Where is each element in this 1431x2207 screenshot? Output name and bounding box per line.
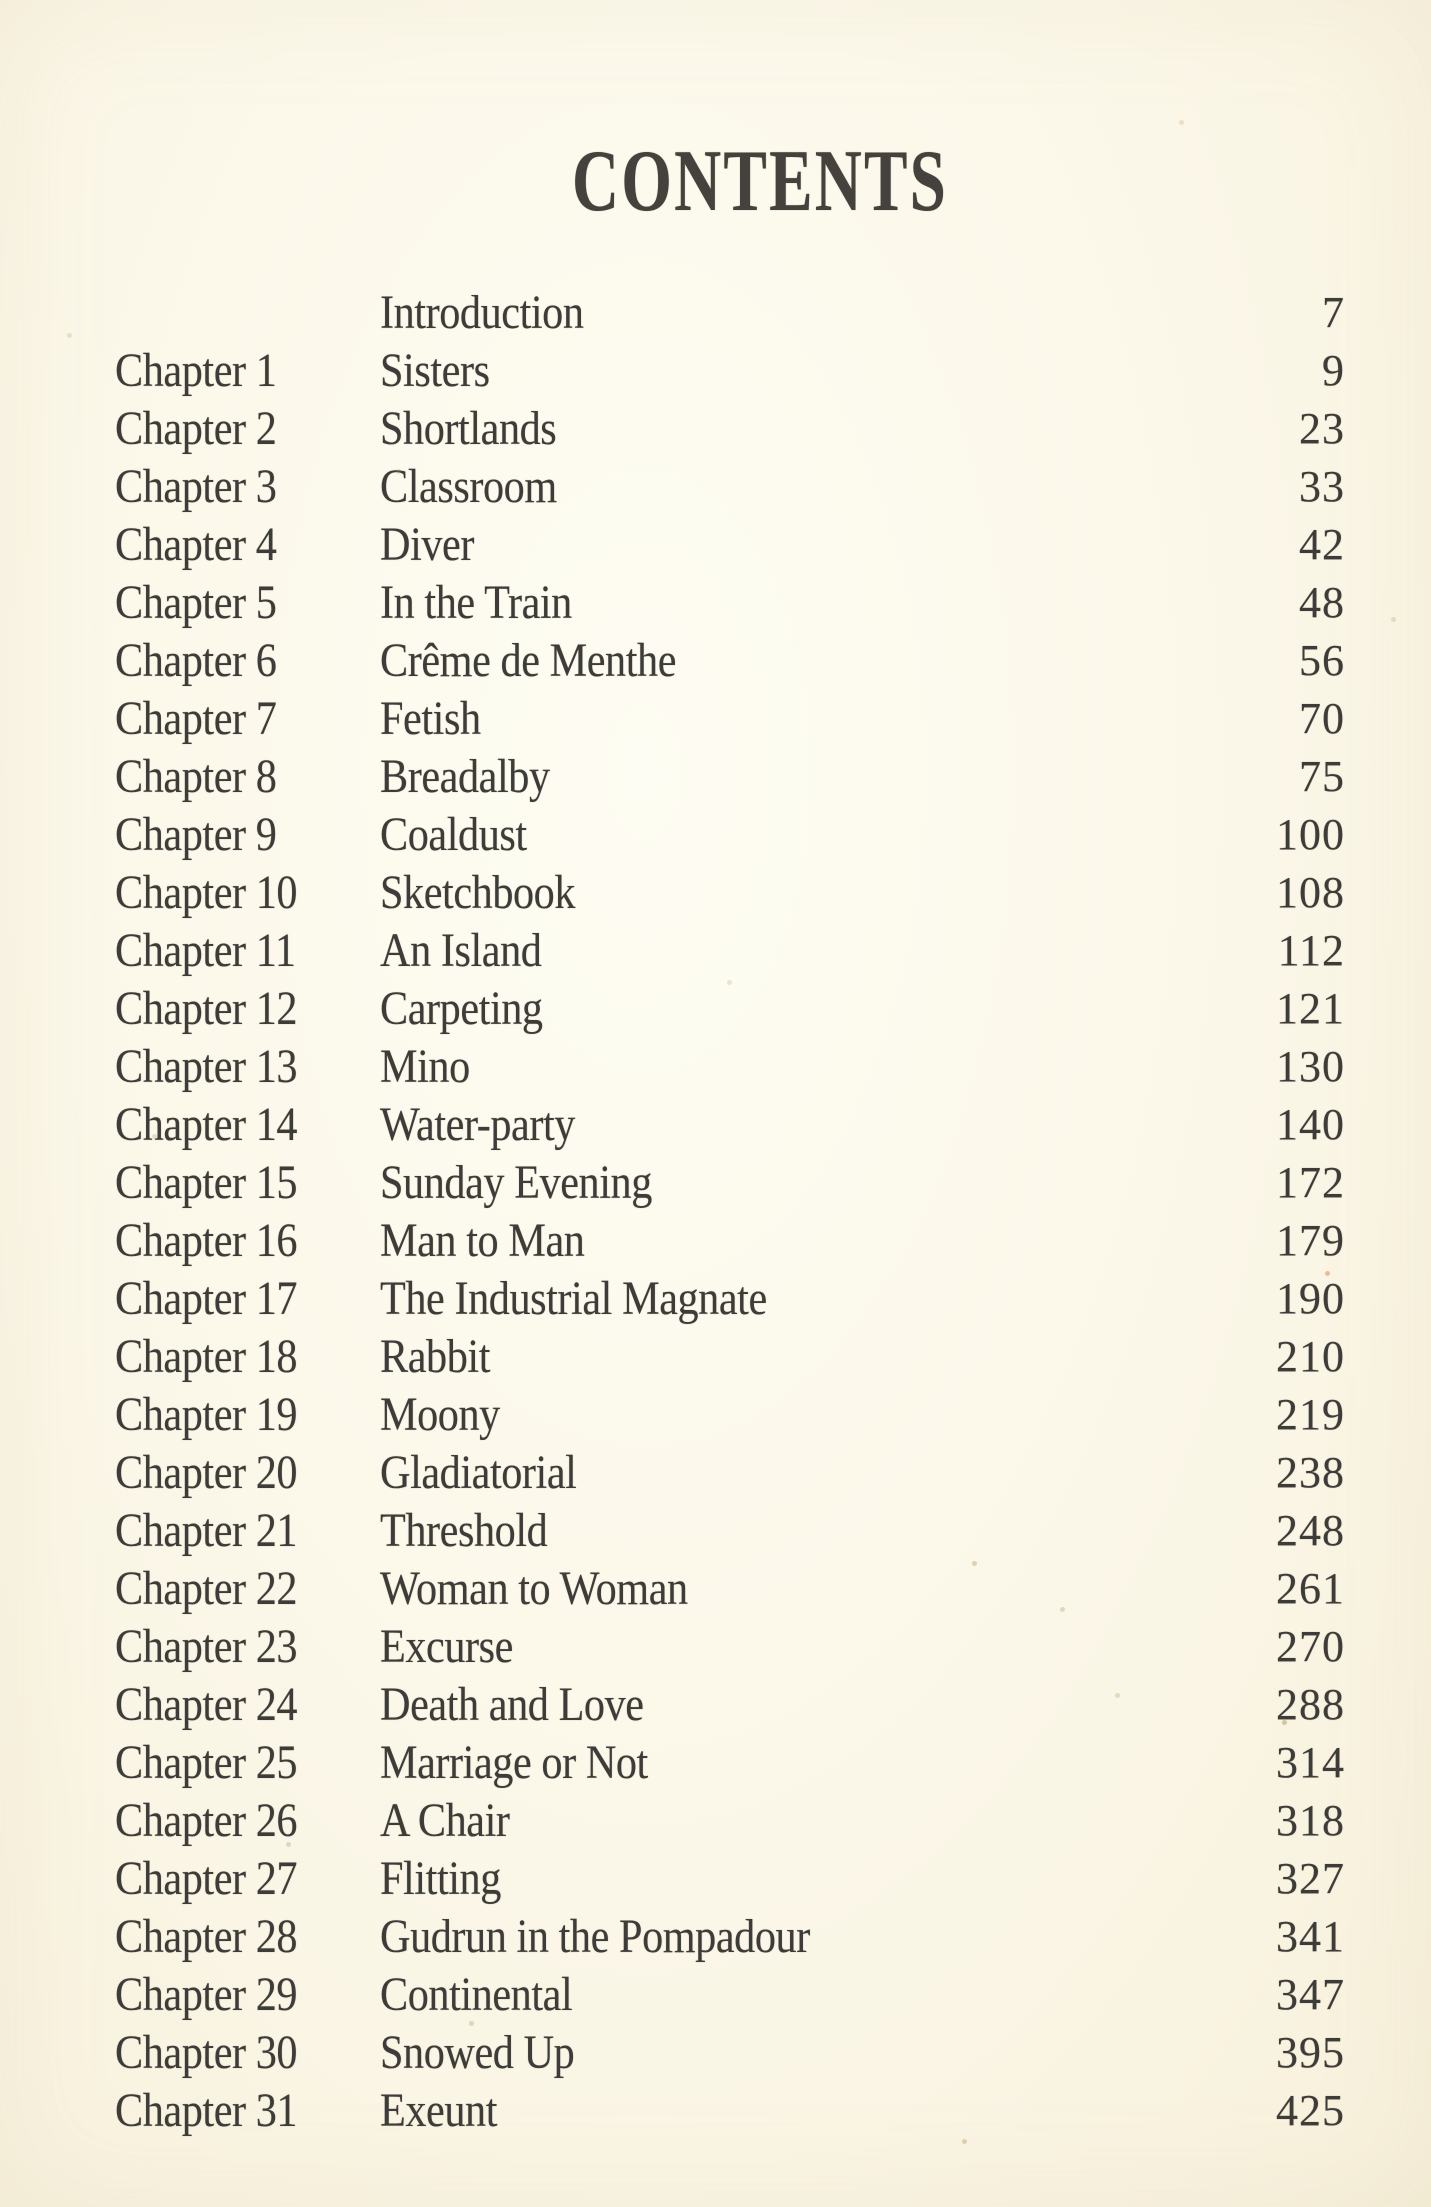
toc-chapter-label: Chapter 2 [115, 402, 277, 455]
toc-chapter-label: Chapter 24 [115, 1678, 298, 1731]
toc-chapter-title: Mino [380, 1040, 470, 1093]
toc-page-number: 190 [1276, 1274, 1345, 1323]
toc-chapter-label: Chapter 3 [115, 460, 277, 513]
toc-row [115, 980, 1345, 1038]
toc-chapter-label: Chapter 9 [115, 808, 277, 861]
toc-page-number: 219 [1276, 1390, 1345, 1439]
toc-row [115, 1966, 1345, 2024]
toc-page-number: 248 [1276, 1506, 1345, 1555]
toc-page-number: 425 [1276, 2086, 1345, 2135]
toc-chapter-label: Chapter 17 [115, 1272, 298, 1325]
toc-page-number: 172 [1276, 1158, 1345, 1207]
toc-page-number: 42 [1299, 520, 1345, 569]
toc-chapter-label: Chapter 12 [115, 982, 298, 1035]
toc-chapter-title: Diver [380, 518, 474, 571]
toc-chapter-title: A Chair [380, 1794, 510, 1847]
toc-chapter-label: Chapter 18 [115, 1330, 298, 1383]
toc-row [115, 1328, 1345, 1386]
toc-row [115, 922, 1345, 980]
toc-chapter-label: Chapter 14 [115, 1098, 298, 1151]
toc-page-number: 9 [1322, 346, 1345, 395]
toc-chapter-title: Snowed Up [380, 2026, 575, 2079]
toc-chapter-title: Breadalby [380, 750, 550, 803]
toc-page-number: 261 [1276, 1564, 1345, 1613]
toc-row [115, 1502, 1345, 1560]
toc-row [115, 2082, 1345, 2140]
toc-chapter-title: The Industrial Magnate [380, 1272, 767, 1325]
toc-row [115, 1908, 1345, 1966]
toc-page-number: 108 [1276, 868, 1345, 917]
toc-chapter-title: Gudrun in the Pompadour [380, 1910, 810, 1963]
toc-chapter-title: Marriage or Not [380, 1736, 648, 1789]
toc-row [115, 864, 1345, 922]
toc-chapter-title: Rabbit [380, 1330, 490, 1383]
toc-chapter-label: Chapter 13 [115, 1040, 298, 1093]
toc-row [115, 574, 1345, 632]
toc-chapter-title: Shortlands [380, 402, 557, 455]
toc-chapter-title: Man to Man [380, 1214, 585, 1267]
toc-row [115, 516, 1345, 574]
toc-chapter-title: Threshold [380, 1504, 548, 1557]
toc-page-number: 70 [1299, 694, 1345, 743]
toc-row [115, 1270, 1345, 1328]
toc-row [115, 1734, 1345, 1792]
toc-chapter-label: Chapter 31 [115, 2084, 298, 2137]
toc-page-number: 130 [1276, 1042, 1345, 1091]
toc-chapter-title: Woman to Woman [380, 1562, 688, 1615]
toc-row [115, 632, 1345, 690]
toc-page-number: 7 [1322, 288, 1345, 337]
toc-chapter-title: An Island [380, 924, 542, 977]
toc-chapter-label: Chapter 10 [115, 866, 298, 919]
toc-chapter-label: Chapter 30 [115, 2026, 298, 2079]
toc-row [115, 458, 1345, 516]
toc-chapter-label: Chapter 29 [115, 1968, 298, 2021]
toc-chapter-title: Fetish [380, 692, 481, 745]
toc-chapter-title: Crême de Menthe [380, 634, 677, 687]
toc-page-number: 56 [1299, 636, 1345, 685]
toc-page-number: 270 [1276, 1622, 1345, 1671]
toc-chapter-title: Classroom [380, 460, 557, 513]
toc-page-number: 75 [1299, 752, 1345, 801]
toc-chapter-title: Sketchbook [380, 866, 576, 919]
toc-row [115, 1676, 1345, 1734]
toc-chapter-title: Water-party [380, 1098, 575, 1151]
toc-chapter-label: Chapter 7 [115, 692, 277, 745]
toc-chapter-label: Chapter 25 [115, 1736, 298, 1789]
page-title-text: CONTENTS [572, 133, 949, 230]
toc-chapter-title: Excurse [380, 1620, 513, 1673]
toc-chapter-label: Chapter 15 [115, 1156, 298, 1209]
toc-page-number: 347 [1276, 1970, 1345, 2019]
toc-chapter-label: Chapter 21 [115, 1504, 298, 1557]
toc-chapter-title: Carpeting [380, 982, 543, 1035]
toc-chapter-title: Sisters [380, 344, 490, 397]
toc-chapter-title: Sunday Evening [380, 1156, 652, 1209]
toc-chapter-title: In the Train [380, 576, 572, 629]
toc-chapter-label: Chapter 4 [115, 518, 277, 571]
toc-page-number: 179 [1276, 1216, 1345, 1265]
toc-page-number: 23 [1299, 404, 1345, 453]
toc-page-number: 314 [1276, 1738, 1345, 1787]
toc-chapter-title: Continental [380, 1968, 573, 2021]
toc-page-number: 341 [1276, 1912, 1345, 1961]
toc-row [115, 2024, 1345, 2082]
toc-row [115, 1792, 1345, 1850]
toc-page-number: 210 [1276, 1332, 1345, 1381]
toc-row [115, 342, 1345, 400]
toc-page-number: 288 [1276, 1680, 1345, 1729]
toc-row [115, 1096, 1345, 1154]
toc-chapter-label: Chapter 19 [115, 1388, 298, 1441]
toc-page-number: 100 [1276, 810, 1345, 859]
toc-page-number: 121 [1276, 984, 1345, 1033]
toc-row [115, 748, 1345, 806]
toc-page-number: 327 [1276, 1854, 1345, 1903]
toc-chapter-label: Chapter 27 [115, 1852, 298, 1905]
toc-chapter-label: Chapter 20 [115, 1446, 298, 1499]
toc-row [115, 400, 1345, 458]
toc-row [115, 1560, 1345, 1618]
toc-chapter-label: Chapter 28 [115, 1910, 298, 1963]
toc-page-number: 318 [1276, 1796, 1345, 1845]
toc-chapter-label: Chapter 26 [115, 1794, 298, 1847]
toc-chapter-label: Chapter 11 [115, 924, 296, 977]
toc-row [115, 1618, 1345, 1676]
toc-row [115, 1038, 1345, 1096]
toc-chapter-label: Chapter 22 [115, 1562, 298, 1615]
toc-chapter-title: Flitting [380, 1852, 501, 1905]
toc-chapter-title: Death and Love [380, 1678, 644, 1731]
toc-row [115, 1154, 1345, 1212]
toc-chapter-label: Chapter 23 [115, 1620, 298, 1673]
toc-chapter-title: Moony [380, 1388, 500, 1441]
toc-list [115, 284, 1345, 2140]
toc-chapter-label: Chapter 5 [115, 576, 277, 629]
toc-chapter-label: Chapter 6 [115, 634, 277, 687]
toc-page-number: 238 [1276, 1448, 1345, 1497]
toc-page-number: 33 [1299, 462, 1345, 511]
toc-row [115, 806, 1345, 864]
toc-page-number: 112 [1277, 926, 1345, 975]
toc-page-number: 48 [1299, 578, 1345, 627]
toc-chapter-label: Chapter 1 [115, 344, 277, 397]
toc-chapter-title: Exeunt [380, 2084, 498, 2137]
toc-row [115, 1444, 1345, 1502]
toc-row [115, 1850, 1345, 1908]
toc-page-number: 395 [1276, 2028, 1345, 2077]
toc-row [115, 1386, 1345, 1444]
toc-chapter-title: Coaldust [380, 808, 527, 861]
toc-chapter-label: Chapter 16 [115, 1214, 298, 1267]
toc-row [115, 284, 1345, 342]
page-title [45, 133, 1431, 230]
toc-chapter-title: Gladiatorial [380, 1446, 577, 1499]
toc-page-number: 140 [1276, 1100, 1345, 1149]
toc-row [115, 690, 1345, 748]
toc-chapter-label: Chapter 8 [115, 750, 277, 803]
toc-row [115, 1212, 1345, 1270]
toc-chapter-title: Introduction [380, 286, 584, 339]
